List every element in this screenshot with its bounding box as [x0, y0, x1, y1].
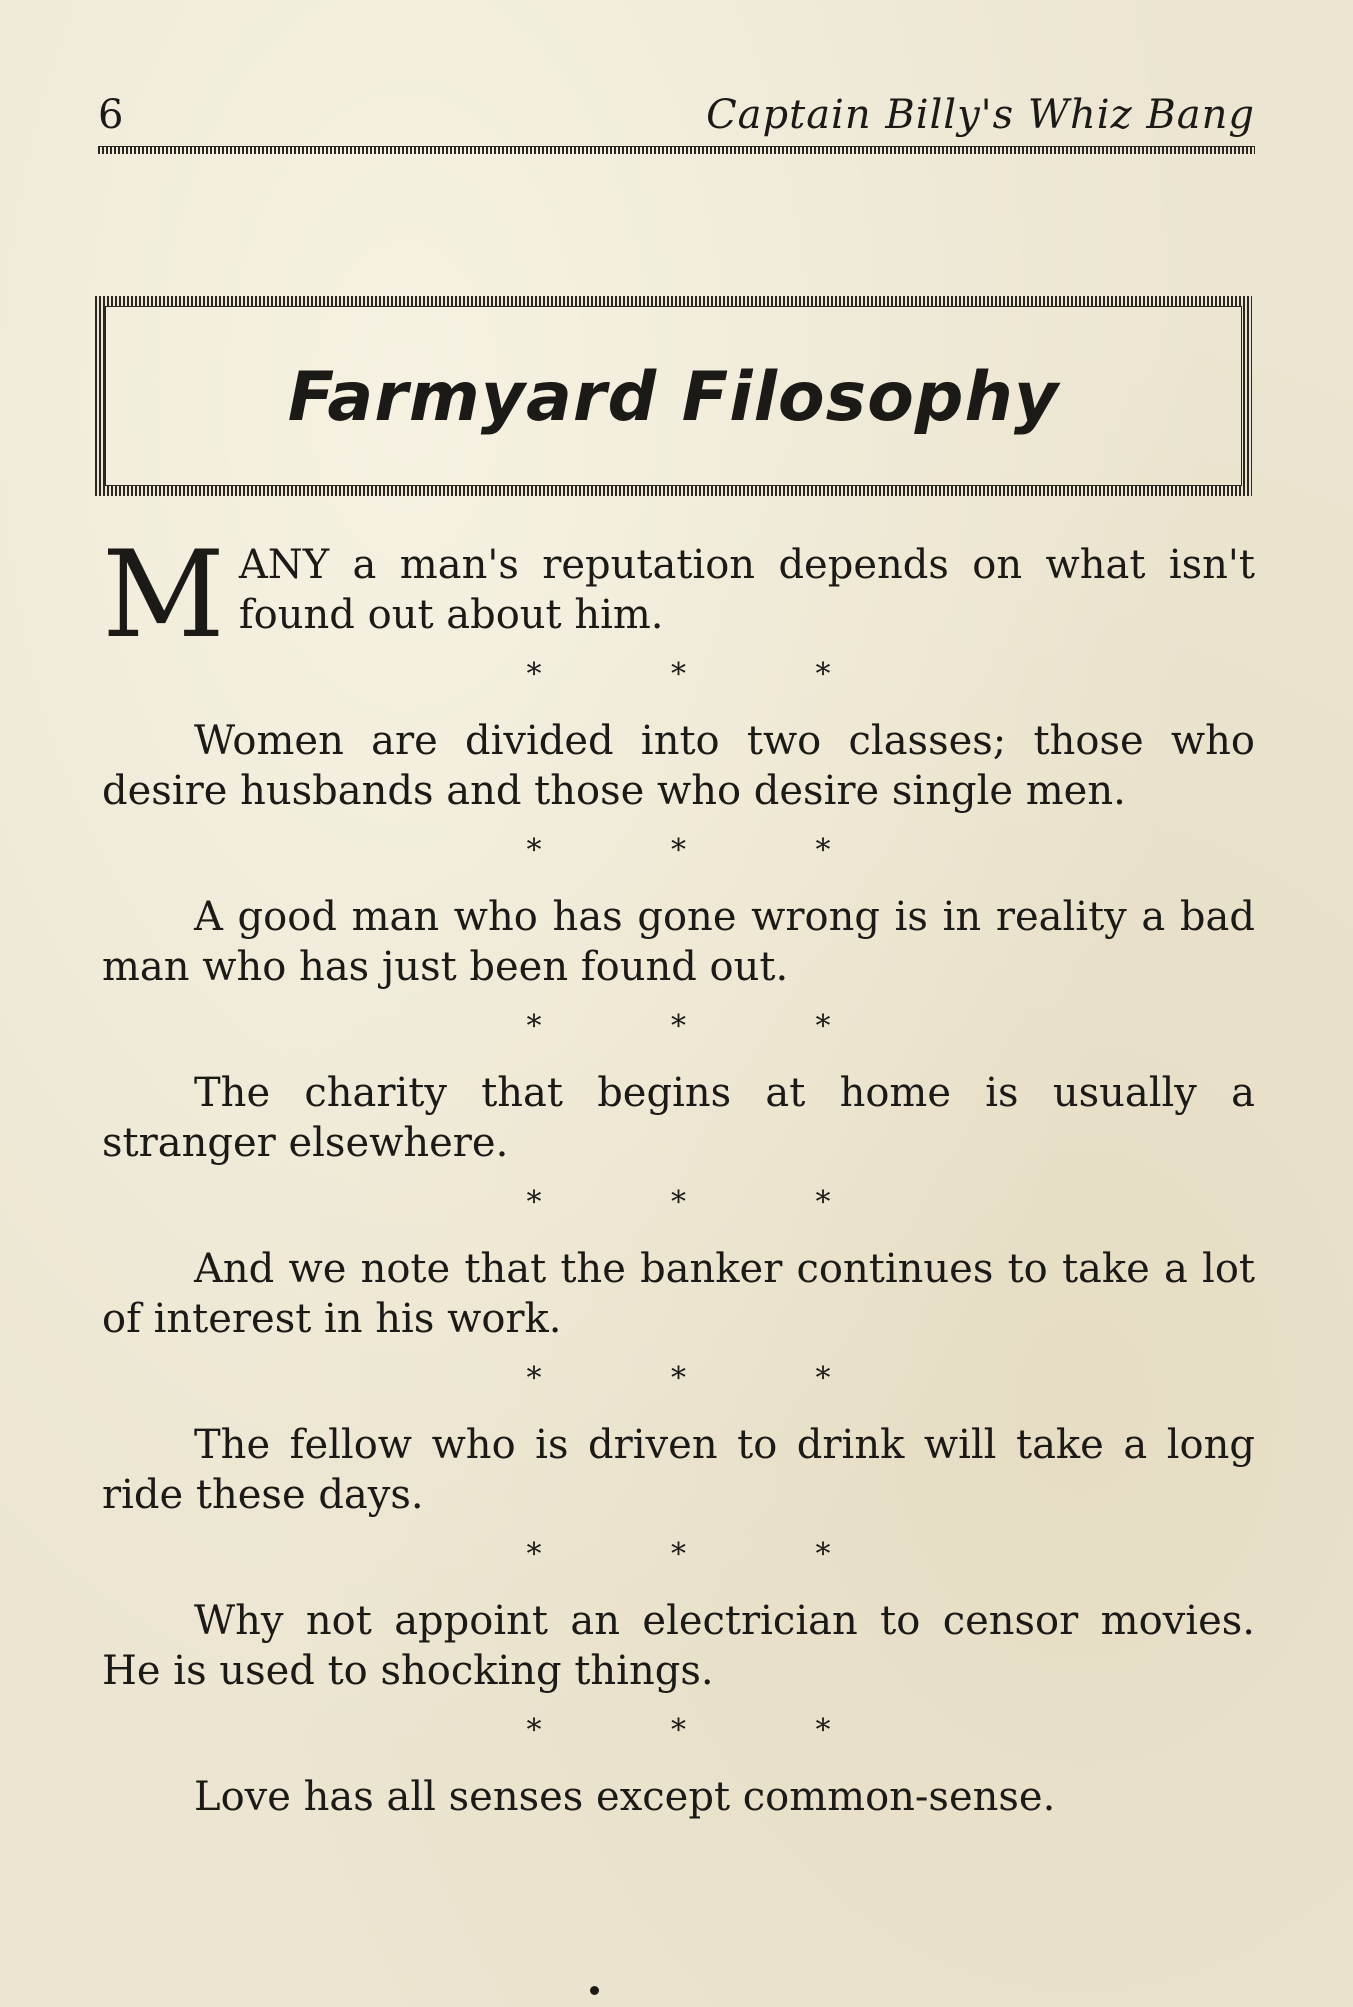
- article-body: [102, 526, 1255, 1822]
- section-title-box: [95, 296, 1252, 496]
- joke-7: [102, 1596, 1255, 1696]
- joke-text: And we note that the banker continues to take a lot of interest in his work.: [102, 1246, 1255, 1342]
- joke-4: [102, 1068, 1255, 1168]
- separator-stars: * * *: [526, 1185, 891, 1220]
- separator-stars: * * *: [526, 833, 891, 868]
- joke-text: A good man who has gone wrong is in reality a bad man who has just been found out.: [102, 894, 1255, 990]
- joke-6: [102, 1420, 1255, 1520]
- separator-stars: * * *: [526, 1361, 891, 1396]
- magazine-title: Captain Billy's Whiz Bang: [706, 92, 1255, 138]
- ink-blot: [590, 1986, 599, 1995]
- joke-5: [102, 1244, 1255, 1344]
- drop-cap: M: [102, 526, 225, 665]
- joke-text: Women are divided into two classes; those who desire husbands and those who desire single men.: [102, 718, 1255, 814]
- separator-stars: * * *: [526, 1009, 891, 1044]
- joke-text: ANY a man's reputation depends on what isn't found out about him.: [238, 542, 1255, 638]
- header-rule: [98, 146, 1255, 154]
- separator-stars: * * *: [526, 1713, 891, 1748]
- joke-3: [102, 892, 1255, 992]
- joke-text: The fellow who is driven to drink will take a long ride these days.: [102, 1422, 1255, 1518]
- joke-1: [102, 526, 1255, 665]
- section-title: Farmyard Filosophy: [287, 358, 1060, 437]
- joke-text: Love has all senses except common-sense.: [194, 1774, 1056, 1820]
- page-number: 6: [98, 92, 124, 138]
- joke-8: [102, 1772, 1255, 1822]
- separator-stars: * * *: [526, 657, 891, 692]
- joke-text: Why not appoint an electrician to censor movies. He is used to shocking things.: [102, 1598, 1255, 1694]
- joke-2: [102, 716, 1255, 816]
- separator-stars: * * *: [526, 1537, 891, 1572]
- page-header: [98, 88, 1255, 148]
- joke-text: The charity that begins at home is usually a stranger elsewhere.: [102, 1070, 1255, 1166]
